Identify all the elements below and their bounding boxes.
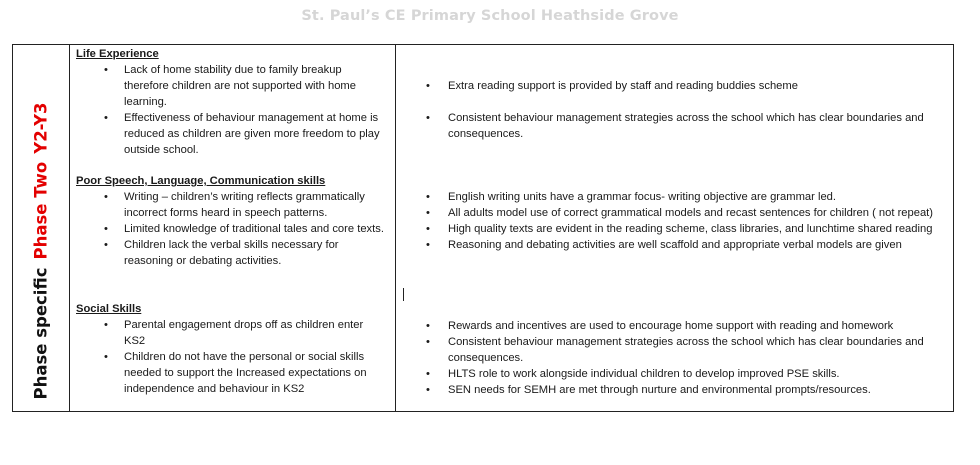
list-item [76,189,386,221]
list-item-text: Limited knowledge of traditional tales and core texts. [124,223,384,235]
bullet-icon: • [426,223,430,235]
list-item [76,110,386,158]
list-item [424,382,944,398]
bullet-icon: • [104,319,108,331]
list-item-text: Children do not have the personal or social skills needed to support the Increased expectations on independence and behaviour in KS2 [124,351,367,395]
phase-label-column [13,45,70,411]
phase-label [32,102,51,399]
list-item [424,318,944,334]
bullet-icon: • [104,351,108,363]
bullet-icon: • [426,80,430,92]
bullet-icon: • [426,207,430,219]
section-speech-language [76,173,386,269]
list-item-text: Consistent behaviour management strategies across the school which has clear boundaries and consequences. [448,112,924,140]
bullet-list [76,189,386,269]
bullet-icon: • [104,191,108,203]
strategy-table [12,44,954,412]
bullet-icon: • [104,112,108,124]
bullet-list [424,189,944,253]
bullet-list [76,62,386,158]
list-item-text: HLTS role to work alongside individual children to develop improved PSE skills. [448,368,840,380]
bullet-list [76,317,386,397]
section-heading: Poor Speech, Language, Communication skills [76,175,326,187]
bullet-icon: • [426,336,430,348]
strategies-column [396,45,953,411]
list-item-text: Lack of home stability due to family breakup therefore children are not supported with home learning. [124,64,356,108]
bullet-icon: • [104,239,108,251]
phase-two-label: Phase Two [31,161,51,260]
list-item [424,205,944,221]
list-item-text: High quality texts are evident in the reading scheme, class libraries, and lunchtime shared reading [448,223,933,235]
list-item-text: English writing units have a grammar focus- writing objective are grammar led. [448,191,836,203]
list-item [424,366,944,382]
list-item [424,110,944,142]
strategies-speech-language [424,189,944,253]
list-item [76,221,386,237]
bullet-icon: • [426,112,430,124]
document-header: St. Paul’s CE Primary School Heathside Grove [301,8,679,24]
strategies-social-skills [424,318,944,398]
barriers-column [70,45,396,411]
list-item-text: Children lack the verbal skills necessary for reasoning or debating activities. [124,239,339,267]
list-item [424,78,944,94]
section-social-skills [76,301,386,397]
section-heading: Life Experience [76,48,159,60]
section-life-experience [76,46,386,158]
list-item [76,62,386,110]
bullet-list [424,78,944,142]
bullet-icon: • [104,64,108,76]
list-item [424,221,944,237]
section-heading: Social Skills [76,303,142,315]
year-range-label: Y2-Y3 [31,102,51,154]
list-item-text: Consistent behaviour management strategies across the school which has clear boundaries and consequences. [448,336,924,364]
list-item-text: Extra reading support is provided by staff and reading buddies scheme [448,80,798,92]
list-item [424,237,944,253]
bullet-icon: • [426,384,430,396]
list-item-text: Writing – children’s writing reflects grammatically incorrect forms heard in speech patterns. [124,191,365,219]
list-item-text: Parental engagement drops off as children enter KS2 [124,319,364,347]
list-item [424,334,944,366]
bullet-icon: • [104,223,108,235]
list-item-text: Reasoning and debating activities are well scaffold and appropriate verbal models are given [448,239,902,251]
list-item [76,317,386,349]
list-item [76,349,386,397]
text-cursor [403,288,404,301]
list-item-text: Rewards and incentives are used to encourage home support with reading and homework [448,320,894,332]
list-item-text: All adults model use of correct grammatical models and recast sentences for children ( not repeat) [448,207,934,219]
bullet-list [424,318,944,398]
phase-specific-label: Phase specific [31,267,51,400]
bullet-icon: • [426,191,430,203]
bullet-icon: • [426,239,430,251]
list-item [76,237,386,269]
list-item [424,189,944,205]
list-item-text: SEN needs for SEMH are met through nurture and environmental prompts/resources. [448,384,871,396]
list-item-text: Effectiveness of behaviour management at home is reduced as children are given more freedom to play outside school. [124,112,380,156]
bullet-icon: • [426,320,430,332]
strategies-life-experience [424,78,944,142]
bullet-icon: • [426,368,430,380]
